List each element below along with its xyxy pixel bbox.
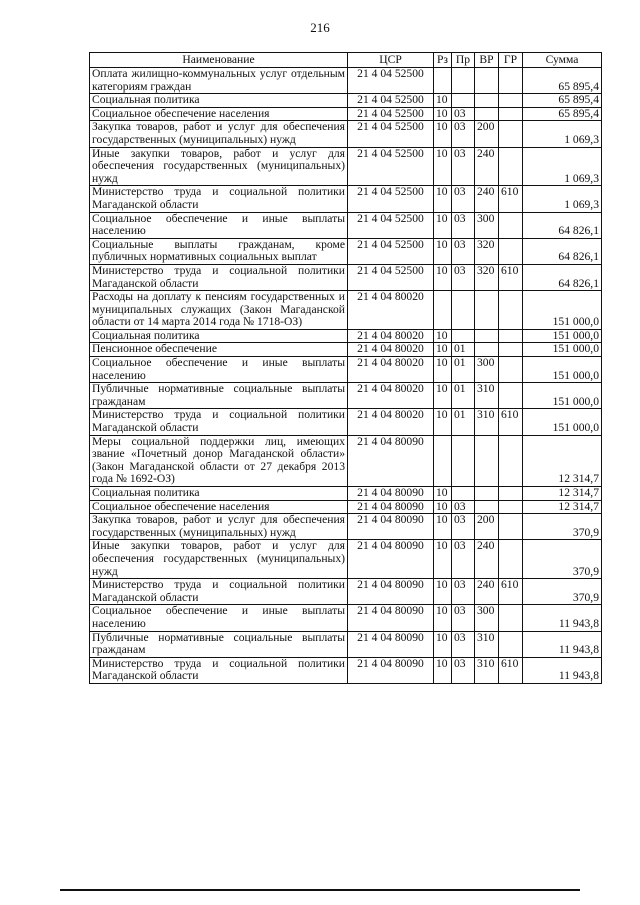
- cell-sum: 11 943,8: [523, 657, 602, 683]
- cell-name: Социальная политика: [90, 329, 348, 343]
- cell-gr: 610: [499, 409, 523, 435]
- cell-gr: 610: [499, 186, 523, 212]
- cell-pr: 03: [452, 579, 475, 605]
- table-row: [90, 514, 602, 540]
- cell-name: Социальное обеспечение и иные выплаты населению: [90, 212, 348, 238]
- cell-pr: 01: [452, 409, 475, 435]
- cell-pr: 01: [452, 357, 475, 383]
- cell-rz: 10: [434, 186, 452, 212]
- cell-csr: 21 4 04 80090: [348, 579, 434, 605]
- cell-pr: 03: [452, 107, 475, 121]
- cell-rz: 10: [434, 657, 452, 683]
- cell-rz: 10: [434, 147, 452, 186]
- table-row: [90, 605, 602, 631]
- cell-csr: 21 4 04 80090: [348, 435, 434, 486]
- cell-vr: [475, 343, 499, 357]
- cell-vr: 310: [475, 631, 499, 657]
- cell-vr: [475, 487, 499, 501]
- cell-rz: 10: [434, 107, 452, 121]
- cell-pr: [452, 68, 475, 94]
- cell-name: Меры социальной поддержки лиц, имеющих звание «Почетный донор Магаданской области» (Закон Магаданской области от 27 декабря 2013 года № 1692-ОЗ): [90, 435, 348, 486]
- cell-csr: 21 4 04 80090: [348, 487, 434, 501]
- cell-pr: 03: [452, 605, 475, 631]
- cell-sum: 12 314,7: [523, 487, 602, 501]
- cell-name: Публичные нормативные социальные выплаты гражданам: [90, 631, 348, 657]
- cell-name: Иные закупки товаров, работ и услуг для обеспечения государственных (муниципальных) нужд: [90, 540, 348, 579]
- cell-csr: 21 4 04 52500: [348, 107, 434, 121]
- cell-pr: 03: [452, 186, 475, 212]
- cell-pr: 03: [452, 500, 475, 514]
- cell-vr: [475, 68, 499, 94]
- cell-sum: 151 000,0: [523, 357, 602, 383]
- cell-vr: [475, 500, 499, 514]
- cell-pr: 03: [452, 121, 475, 147]
- cell-gr: [499, 107, 523, 121]
- cell-csr: 21 4 04 80090: [348, 500, 434, 514]
- cell-gr: [499, 435, 523, 486]
- cell-rz: 10: [434, 94, 452, 108]
- cell-pr: 01: [452, 383, 475, 409]
- cell-vr: 300: [475, 605, 499, 631]
- cell-vr: 300: [475, 212, 499, 238]
- footer-divider: [60, 889, 580, 891]
- cell-rz: 10: [434, 121, 452, 147]
- table-row: [90, 238, 602, 264]
- cell-sum: 12 314,7: [523, 435, 602, 486]
- header-gr: ГР: [499, 53, 523, 68]
- cell-sum: 64 826,1: [523, 212, 602, 238]
- cell-gr: [499, 68, 523, 94]
- cell-name: Социальное обеспечение и иные выплаты населению: [90, 357, 348, 383]
- cell-sum: 1 069,3: [523, 121, 602, 147]
- cell-pr: [452, 291, 475, 330]
- cell-name: Министерство труда и социальной политики Магаданской области: [90, 186, 348, 212]
- table-row: [90, 291, 602, 330]
- cell-pr: [452, 487, 475, 501]
- header-pr: Пр: [452, 53, 475, 68]
- table-row: [90, 357, 602, 383]
- cell-pr: 03: [452, 631, 475, 657]
- header-name: Наименование: [90, 53, 348, 68]
- cell-sum: 370,9: [523, 540, 602, 579]
- cell-sum: 1 069,3: [523, 147, 602, 186]
- cell-vr: 200: [475, 514, 499, 540]
- cell-vr: 310: [475, 657, 499, 683]
- cell-vr: 310: [475, 409, 499, 435]
- cell-gr: [499, 500, 523, 514]
- cell-name: Социальное обеспечение населения: [90, 107, 348, 121]
- cell-sum: 151 000,0: [523, 409, 602, 435]
- cell-rz: 10: [434, 500, 452, 514]
- cell-gr: [499, 291, 523, 330]
- table-row: [90, 94, 602, 108]
- cell-vr: 240: [475, 540, 499, 579]
- cell-sum: 64 826,1: [523, 238, 602, 264]
- cell-vr: 240: [475, 186, 499, 212]
- table-row: [90, 107, 602, 121]
- header-csr: ЦСР: [348, 53, 434, 68]
- cell-gr: [499, 540, 523, 579]
- cell-csr: 21 4 04 52500: [348, 212, 434, 238]
- cell-sum: 11 943,8: [523, 631, 602, 657]
- cell-csr: 21 4 04 52500: [348, 94, 434, 108]
- table-row: [90, 435, 602, 486]
- cell-pr: [452, 94, 475, 108]
- cell-vr: [475, 435, 499, 486]
- cell-gr: [499, 121, 523, 147]
- table-row: [90, 631, 602, 657]
- table-row: [90, 147, 602, 186]
- page-number: 216: [310, 20, 330, 35]
- cell-rz: 10: [434, 409, 452, 435]
- cell-sum: 370,9: [523, 514, 602, 540]
- cell-csr: 21 4 04 52500: [348, 264, 434, 290]
- cell-pr: 03: [452, 147, 475, 186]
- cell-csr: 21 4 04 80090: [348, 657, 434, 683]
- cell-csr: 21 4 04 52500: [348, 121, 434, 147]
- table-row: [90, 121, 602, 147]
- cell-vr: [475, 94, 499, 108]
- cell-pr: 03: [452, 212, 475, 238]
- cell-rz: 10: [434, 514, 452, 540]
- table-body: [90, 68, 602, 684]
- cell-gr: [499, 147, 523, 186]
- cell-sum: 151 000,0: [523, 291, 602, 330]
- cell-gr: [499, 487, 523, 501]
- cell-rz: [434, 291, 452, 330]
- cell-name: Социальные выплаты гражданам, кроме публичных нормативных социальных выплат: [90, 238, 348, 264]
- cell-sum: 64 826,1: [523, 264, 602, 290]
- cell-name: Иные закупки товаров, работ и услуг для обеспечения государственных (муниципальных) нужд: [90, 147, 348, 186]
- cell-rz: 10: [434, 487, 452, 501]
- cell-name: Министерство труда и социальной политики Магаданской области: [90, 657, 348, 683]
- cell-rz: 10: [434, 540, 452, 579]
- cell-csr: 21 4 04 80020: [348, 291, 434, 330]
- cell-rz: [434, 68, 452, 94]
- cell-gr: 610: [499, 657, 523, 683]
- cell-gr: [499, 383, 523, 409]
- cell-rz: 10: [434, 631, 452, 657]
- cell-pr: 03: [452, 540, 475, 579]
- cell-csr: 21 4 04 52500: [348, 68, 434, 94]
- cell-pr: 03: [452, 238, 475, 264]
- cell-vr: 300: [475, 357, 499, 383]
- cell-name: Социальная политика: [90, 94, 348, 108]
- cell-csr: 21 4 04 80090: [348, 605, 434, 631]
- table-row: [90, 383, 602, 409]
- cell-vr: 240: [475, 147, 499, 186]
- cell-csr: 21 4 04 52500: [348, 186, 434, 212]
- cell-name: Расходы на доплату к пенсиям государственных и муниципальных служащих (Закон Магаданской области от 14 марта 2014 года № 1718-ОЗ): [90, 291, 348, 330]
- cell-name: Социальная политика: [90, 487, 348, 501]
- cell-gr: [499, 605, 523, 631]
- table-row: [90, 579, 602, 605]
- cell-csr: 21 4 04 80090: [348, 514, 434, 540]
- cell-pr: 01: [452, 343, 475, 357]
- table-row: [90, 343, 602, 357]
- cell-csr: 21 4 04 80020: [348, 409, 434, 435]
- cell-gr: [499, 631, 523, 657]
- cell-sum: 65 895,4: [523, 68, 602, 94]
- cell-name: Министерство труда и социальной политики Магаданской области: [90, 579, 348, 605]
- cell-pr: 03: [452, 514, 475, 540]
- cell-gr: [499, 94, 523, 108]
- cell-rz: 10: [434, 383, 452, 409]
- table-row: [90, 68, 602, 94]
- table-row: [90, 264, 602, 290]
- cell-vr: 310: [475, 383, 499, 409]
- header-rz: Рз: [434, 53, 452, 68]
- cell-sum: 65 895,4: [523, 94, 602, 108]
- cell-sum: 1 069,3: [523, 186, 602, 212]
- cell-sum: 151 000,0: [523, 383, 602, 409]
- table-row: [90, 186, 602, 212]
- cell-sum: 11 943,8: [523, 605, 602, 631]
- cell-csr: 21 4 04 80020: [348, 343, 434, 357]
- cell-sum: 151 000,0: [523, 343, 602, 357]
- cell-rz: 10: [434, 579, 452, 605]
- cell-name: Министерство труда и социальной политики Магаданской области: [90, 409, 348, 435]
- cell-csr: 21 4 04 80020: [348, 383, 434, 409]
- cell-name: Публичные нормативные социальные выплаты гражданам: [90, 383, 348, 409]
- cell-rz: 10: [434, 605, 452, 631]
- cell-vr: [475, 291, 499, 330]
- cell-gr: 610: [499, 579, 523, 605]
- cell-name: Социальное обеспечение и иные выплаты населению: [90, 605, 348, 631]
- cell-rz: 10: [434, 212, 452, 238]
- cell-pr: 03: [452, 264, 475, 290]
- cell-gr: [499, 212, 523, 238]
- cell-vr: [475, 329, 499, 343]
- cell-vr: 320: [475, 264, 499, 290]
- budget-table: [89, 52, 602, 684]
- cell-name: Оплата жилищно-коммунальных услуг отдельным категориям граждан: [90, 68, 348, 94]
- cell-gr: [499, 343, 523, 357]
- cell-name: Социальное обеспечение населения: [90, 500, 348, 514]
- cell-name: Закупка товаров, работ и услуг для обеспечения государственных (муниципальных) нужд: [90, 514, 348, 540]
- cell-csr: 21 4 04 80020: [348, 357, 434, 383]
- cell-gr: [499, 357, 523, 383]
- cell-sum: 151 000,0: [523, 329, 602, 343]
- cell-csr: 21 4 04 80090: [348, 631, 434, 657]
- cell-sum: 370,9: [523, 579, 602, 605]
- cell-vr: [475, 107, 499, 121]
- cell-rz: 10: [434, 329, 452, 343]
- cell-vr: 240: [475, 579, 499, 605]
- cell-csr: 21 4 04 52500: [348, 238, 434, 264]
- table-row: [90, 657, 602, 683]
- cell-csr: 21 4 04 80090: [348, 540, 434, 579]
- table-row: [90, 487, 602, 501]
- cell-rz: 10: [434, 357, 452, 383]
- cell-name: Закупка товаров, работ и услуг для обеспечения государственных (муниципальных) нужд: [90, 121, 348, 147]
- cell-sum: 12 314,7: [523, 500, 602, 514]
- table-row: [90, 409, 602, 435]
- cell-csr: 21 4 04 52500: [348, 147, 434, 186]
- cell-rz: 10: [434, 238, 452, 264]
- cell-pr: [452, 329, 475, 343]
- cell-pr: 03: [452, 657, 475, 683]
- header-sum: Сумма: [523, 53, 602, 68]
- cell-sum: 65 895,4: [523, 107, 602, 121]
- header-vr: ВР: [475, 53, 499, 68]
- cell-vr: 200: [475, 121, 499, 147]
- table-row: [90, 500, 602, 514]
- cell-vr: 320: [475, 238, 499, 264]
- cell-rz: [434, 435, 452, 486]
- table-row: [90, 212, 602, 238]
- cell-gr: [499, 238, 523, 264]
- cell-name: Министерство труда и социальной политики Магаданской области: [90, 264, 348, 290]
- cell-gr: 610: [499, 264, 523, 290]
- cell-pr: [452, 435, 475, 486]
- cell-name: Пенсионное обеспечение: [90, 343, 348, 357]
- cell-csr: 21 4 04 80020: [348, 329, 434, 343]
- cell-gr: [499, 329, 523, 343]
- table-row: [90, 540, 602, 579]
- table-header-row: [90, 53, 602, 68]
- cell-rz: 10: [434, 343, 452, 357]
- table-row: [90, 329, 602, 343]
- cell-gr: [499, 514, 523, 540]
- cell-rz: 10: [434, 264, 452, 290]
